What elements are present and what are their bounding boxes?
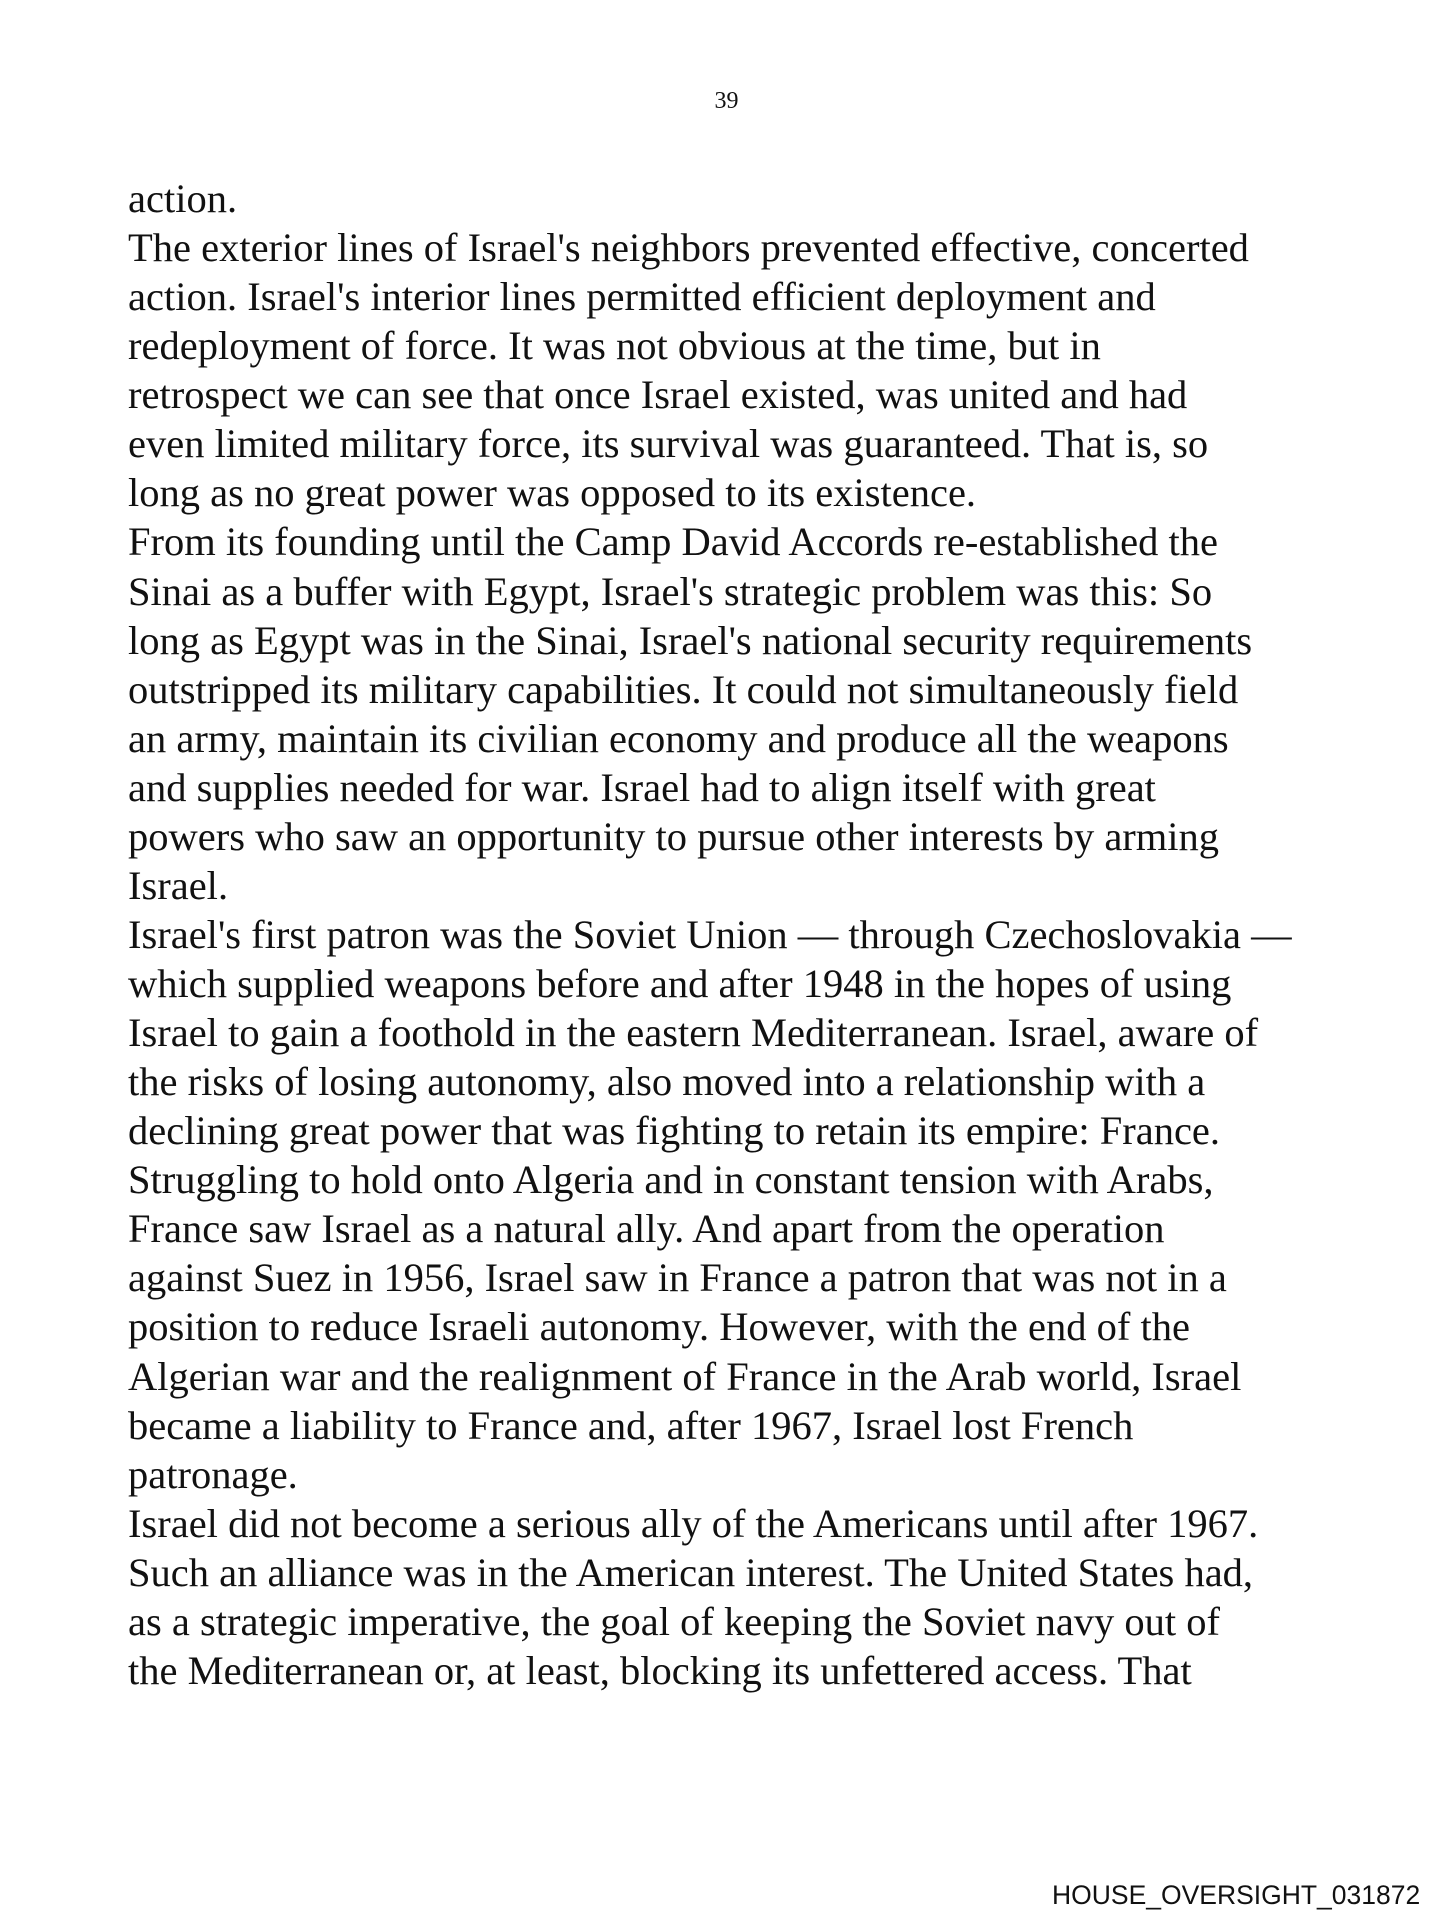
page-number: 39: [714, 88, 739, 114]
text-line: Struggling to hold onto Algeria and in constant tension with Arabs,: [128, 1157, 1214, 1203]
text-line: Israel did not become a serious ally of the Americans until after 1967.: [128, 1500, 1259, 1546]
text-line: became a liability to France and, after 1967, Israel lost French: [128, 1402, 1134, 1448]
text-line: long as no great power was opposed to its existence.: [128, 470, 977, 516]
text-line: declining great power that was fighting to retain its empire: France.: [128, 1108, 1221, 1154]
text-line: redeployment of force. It was not obvious at the time, but in: [128, 323, 1101, 369]
body-text: [128, 174, 1292, 1695]
text-line: Israel's first patron was the Soviet Union — through Czechoslovakia —: [128, 911, 1292, 957]
text-line: action.: [128, 176, 238, 221]
text-line: powers who saw an opportunity to pursue other interests by arming: [128, 813, 1220, 859]
text-line: The exterior lines of Israel's neighbors prevented effective, concerted: [128, 225, 1249, 271]
text-line: the risks of losing autonomy, also moved into a relationship with a: [128, 1059, 1206, 1105]
text-line: outstripped its military capabilities. It could not simultaneously field: [128, 666, 1239, 712]
text-line: action. Israel's interior lines permitted efficient deployment and: [128, 274, 1156, 320]
text-line: even limited military force, its survival was guaranteed. That is, so: [128, 421, 1209, 467]
text-line: as a strategic imperative, the goal of keeping the Soviet navy out of: [128, 1598, 1221, 1644]
text-line: Such an alliance was in the American interest. The United States had,: [128, 1549, 1254, 1595]
text-line: position to reduce Israeli autonomy. However, with the end of the: [128, 1304, 1190, 1350]
text-line: From its founding until the Camp David Accords re-established the: [128, 519, 1218, 565]
text-line: France saw Israel as a natural ally. And apart from the operation: [128, 1206, 1165, 1252]
text-line: Algerian war and the realignment of France in the Arab world, Israel: [128, 1353, 1242, 1399]
text-line: Sinai as a buffer with Egypt, Israel's strategic problem was this: So: [128, 568, 1213, 614]
text-line: Israel.: [128, 862, 229, 908]
text-line: the Mediterranean or, at least, blocking its unfettered access. That: [128, 1647, 1192, 1693]
text-line: patronage.: [128, 1451, 298, 1497]
text-line: retrospect we can see that once Israel existed, was united and had: [128, 372, 1188, 418]
text-line: Israel to gain a foothold in the eastern Mediterranean. Israel, aware of: [128, 1010, 1259, 1056]
text-line: against Suez in 1956, Israel saw in France a patron that was not in a: [128, 1255, 1227, 1301]
text-line: long as Egypt was in the Sinai, Israel's national security requirements: [128, 617, 1253, 663]
text-line: which supplied weapons before and after 1948 in the hopes of using: [128, 961, 1232, 1006]
document-id-footer: HOUSE_OVERSIGHT_031872: [1052, 1880, 1421, 1910]
text-line: an army, maintain its civilian economy and produce all the weapons: [128, 715, 1229, 761]
text-line: and supplies needed for war. Israel had to align itself with great: [128, 764, 1156, 810]
